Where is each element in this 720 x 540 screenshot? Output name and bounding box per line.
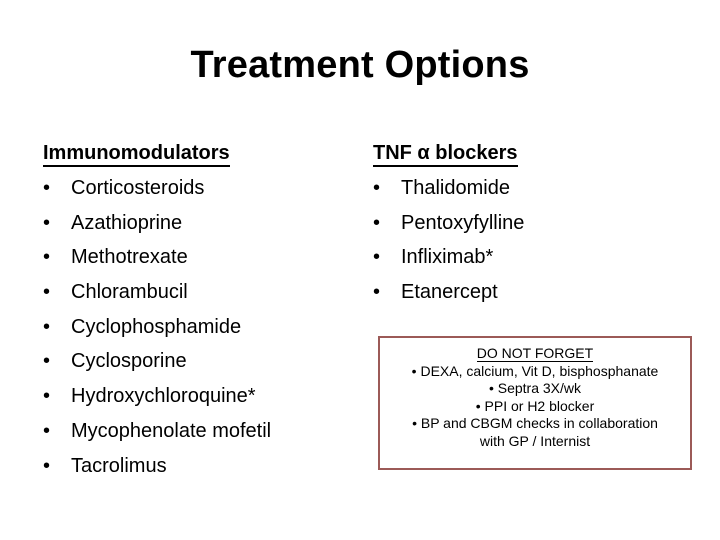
- bullet-icon: •: [43, 281, 51, 304]
- list-item: [43, 414, 271, 449]
- tnf-blockers-heading: [373, 142, 518, 165]
- list-item-label: Corticosteroids: [71, 177, 205, 199]
- bullet-icon: •: [43, 246, 51, 269]
- bullet-icon: •: [373, 211, 381, 234]
- list-item: [43, 240, 271, 275]
- bullet-icon: •: [373, 246, 381, 269]
- tnf-blockers-heading-text: TNF α blockers: [373, 142, 518, 167]
- list-item: [43, 379, 271, 414]
- list-item: [43, 206, 271, 241]
- note-heading: [380, 345, 690, 363]
- note-line: • PPI or H2 blocker: [475, 397, 595, 414]
- note-line: • DEXA, calcium, Vit D, bisphosphanate: [411, 362, 659, 379]
- bullet-icon: •: [373, 177, 381, 199]
- list-item: [373, 275, 524, 310]
- list-item-label: Azathioprine: [71, 211, 183, 234]
- note-line: • BP and CBGM checks in collaboration: [412, 415, 658, 431]
- list-item-label: Pentoxyfylline: [401, 211, 525, 234]
- list-item-label: Thalidomide: [401, 177, 510, 199]
- bullet-icon: •: [43, 315, 51, 338]
- list-item: [43, 310, 271, 345]
- bullet-icon: •: [43, 177, 51, 199]
- list-item-label: Infliximab*: [401, 246, 494, 269]
- slide-title: Treatment Options: [190, 44, 530, 86]
- list-item-label: Cyclosporine: [71, 350, 187, 373]
- bullet-icon: •: [43, 211, 51, 234]
- list-item-label: Etanercept: [401, 281, 498, 304]
- tnf-blockers-list: [373, 171, 524, 310]
- list-item-label: Mycophenolate mofetil: [71, 419, 272, 442]
- list-item-label: Chlorambucil: [71, 281, 188, 304]
- note-heading-text: DO NOT FORGET: [476, 345, 594, 361]
- bullet-icon: •: [43, 454, 51, 477]
- list-item: [43, 344, 271, 379]
- list-item-label: Cyclophosphamide: [71, 315, 242, 338]
- bullet-icon: •: [43, 419, 51, 442]
- list-item-label: Hydroxychloroquine*: [71, 385, 256, 408]
- immunomodulators-heading: [43, 142, 230, 165]
- immunomodulators-list: [43, 171, 271, 483]
- note-line: • Septra 3X/wk: [488, 380, 582, 396]
- note-line: with GP / Internist: [479, 432, 591, 449]
- bullet-icon: •: [373, 281, 381, 304]
- bullet-icon: •: [43, 350, 51, 373]
- list-item: [43, 275, 271, 310]
- list-item-label: Tacrolimus: [71, 454, 167, 477]
- list-item: [43, 171, 271, 206]
- list-item-label: Methotrexate: [71, 246, 188, 269]
- list-item: [373, 206, 524, 241]
- list-item: [373, 240, 524, 275]
- immunomodulators-heading-text: Immunomodulators: [43, 142, 230, 167]
- list-item: [373, 171, 524, 206]
- list-item: [43, 449, 271, 484]
- reminder-note-box: [378, 336, 692, 470]
- bullet-icon: •: [43, 385, 51, 408]
